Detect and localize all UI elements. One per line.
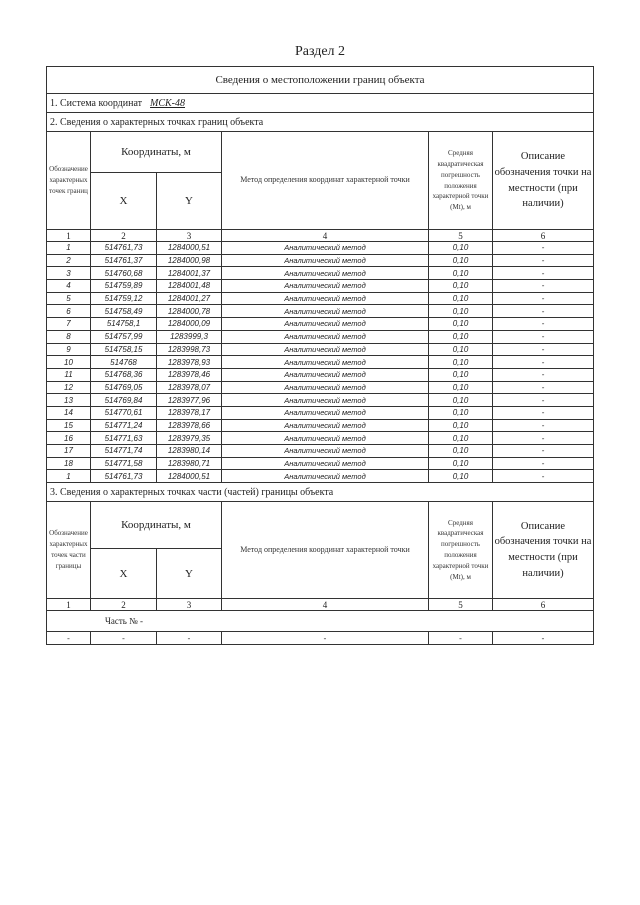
point-method: Аналитический метод	[222, 445, 429, 458]
table-row	[47, 406, 594, 419]
point-error: 0,10	[429, 368, 493, 381]
table-row	[47, 254, 594, 267]
header-method: Метод определения координат характерной точки	[222, 132, 429, 230]
point-description: -	[493, 445, 594, 458]
point-method: Аналитический метод	[222, 432, 429, 445]
point-description: -	[493, 470, 594, 483]
coord-system-label: 1. Система координат	[50, 97, 143, 109]
point-description: -	[493, 292, 594, 305]
point-method: Аналитический метод	[222, 242, 429, 255]
point-y: 1283980,71	[157, 457, 222, 470]
point-method: Аналитический метод	[222, 457, 429, 470]
point-description: -	[493, 356, 594, 369]
table-row	[47, 356, 594, 369]
part-label: Часть № -	[47, 611, 594, 632]
point-x: 514761,37	[91, 254, 157, 267]
point-y: 1283980,14	[157, 445, 222, 458]
point-method: Аналитический метод	[222, 292, 429, 305]
point-x: 514757,99	[91, 330, 157, 343]
point-y: 1284000,98	[157, 254, 222, 267]
point-x: 514759,12	[91, 292, 157, 305]
point-x: 514771,58	[91, 457, 157, 470]
point-number: 17	[47, 445, 91, 458]
point-x: 514771,74	[91, 445, 157, 458]
header-error: Средняя квадратическая погрешность положения характерной точки (Mt), м	[429, 132, 493, 230]
point-error: 0,10	[429, 406, 493, 419]
table-row	[47, 280, 594, 293]
table-row	[47, 330, 594, 343]
point-method: Аналитический метод	[222, 305, 429, 318]
column-numbers-row	[47, 230, 594, 242]
table-row	[47, 318, 594, 331]
point-method: Аналитический метод	[222, 394, 429, 407]
table-title: Сведения о местоположении границ объекта	[47, 67, 594, 94]
column-number: 1	[47, 599, 91, 611]
part-empty-row	[47, 632, 594, 645]
header-x: X	[91, 173, 157, 230]
point-error: 0,10	[429, 267, 493, 280]
empty-cell: -	[47, 632, 91, 645]
point-number: 14	[47, 406, 91, 419]
point-number: 18	[47, 457, 91, 470]
header-designation-part: Обозначение характерных точек части границы	[47, 502, 91, 599]
point-error: 0,10	[429, 432, 493, 445]
table-row	[47, 305, 594, 318]
table-row	[47, 470, 594, 483]
point-description: -	[493, 432, 594, 445]
point-x: 514768,36	[91, 368, 157, 381]
points-section-label: 2. Сведения о характерных точках границ объекта	[47, 113, 594, 132]
point-description: -	[493, 242, 594, 255]
empty-cell: -	[157, 632, 222, 645]
point-number: 16	[47, 432, 91, 445]
point-method: Аналитический метод	[222, 470, 429, 483]
point-number: 5	[47, 292, 91, 305]
point-error: 0,10	[429, 254, 493, 267]
point-error: 0,10	[429, 356, 493, 369]
section-title: Раздел 2	[294, 44, 346, 59]
table-row	[47, 292, 594, 305]
empty-cell: -	[222, 632, 429, 645]
point-description: -	[493, 318, 594, 331]
point-description: -	[493, 267, 594, 280]
point-x: 514770,61	[91, 406, 157, 419]
point-y: 1284000,78	[157, 305, 222, 318]
empty-cell: -	[91, 632, 157, 645]
empty-cell: -	[493, 632, 594, 645]
table-row	[47, 394, 594, 407]
point-description: -	[493, 368, 594, 381]
header-coordinates-part: Координаты, м	[91, 502, 222, 549]
point-method: Аналитический метод	[222, 280, 429, 293]
point-number: 12	[47, 381, 91, 394]
points-body	[47, 242, 594, 483]
point-description: -	[493, 381, 594, 394]
column-number: 1	[47, 230, 91, 242]
table-row	[47, 445, 594, 458]
point-x: 514761,73	[91, 470, 157, 483]
point-method: Аналитический метод	[222, 419, 429, 432]
point-description: -	[493, 457, 594, 470]
point-y: 1283978,46	[157, 368, 222, 381]
point-number: 1	[47, 242, 91, 255]
column-number: 3	[157, 230, 222, 242]
table-row	[47, 242, 594, 255]
point-description: -	[493, 330, 594, 343]
point-x: 514758,1	[91, 318, 157, 331]
header-coordinates: Координаты, м	[91, 132, 222, 173]
point-description: -	[493, 280, 594, 293]
point-y: 1284001,27	[157, 292, 222, 305]
header-x-part: X	[91, 549, 157, 599]
point-error: 0,10	[429, 318, 493, 331]
point-y: 1283977,96	[157, 394, 222, 407]
point-number: 4	[47, 280, 91, 293]
point-y: 1283978,17	[157, 406, 222, 419]
point-error: 0,10	[429, 305, 493, 318]
point-number: 7	[47, 318, 91, 331]
point-description: -	[493, 419, 594, 432]
header-designation: Обозначение характерных точек границ	[47, 132, 91, 230]
point-description: -	[493, 254, 594, 267]
point-description: -	[493, 406, 594, 419]
table-row	[47, 381, 594, 394]
point-method: Аналитический метод	[222, 406, 429, 419]
coord-system-row	[47, 94, 594, 113]
table-row	[47, 432, 594, 445]
point-y: 1284001,48	[157, 280, 222, 293]
point-error: 0,10	[429, 280, 493, 293]
point-number: 2	[47, 254, 91, 267]
point-method: Аналитический метод	[222, 254, 429, 267]
point-method: Аналитический метод	[222, 368, 429, 381]
point-number: 10	[47, 356, 91, 369]
table-row	[47, 267, 594, 280]
point-x: 514768	[91, 356, 157, 369]
header-description: Описание обозначения точки на местности (при наличии)	[493, 132, 594, 230]
point-y: 1283978,66	[157, 419, 222, 432]
point-number: 3	[47, 267, 91, 280]
column-number: 5	[429, 230, 493, 242]
column-numbers-row-part	[47, 599, 594, 611]
point-number: 11	[47, 368, 91, 381]
point-method: Аналитический метод	[222, 318, 429, 331]
point-y: 1283979,35	[157, 432, 222, 445]
column-number: 2	[91, 230, 157, 242]
table-row	[47, 343, 594, 356]
point-number: 1	[47, 470, 91, 483]
point-x: 514769,84	[91, 394, 157, 407]
point-number: 8	[47, 330, 91, 343]
point-y: 1283998,73	[157, 343, 222, 356]
header-error-part: Средняя квадратическая погрешность положения характерной точки (Mt), м	[429, 502, 493, 599]
point-y: 1284000,51	[157, 470, 222, 483]
point-x: 514769,05	[91, 381, 157, 394]
column-number: 6	[493, 230, 594, 242]
point-number: 15	[47, 419, 91, 432]
point-error: 0,10	[429, 470, 493, 483]
table-row	[47, 457, 594, 470]
boundary-table	[46, 66, 594, 645]
point-y: 1283999,3	[157, 330, 222, 343]
column-number: 4	[222, 230, 429, 242]
point-y: 1284001,37	[157, 267, 222, 280]
point-description: -	[493, 394, 594, 407]
point-error: 0,10	[429, 419, 493, 432]
header-y: Y	[157, 173, 222, 230]
point-number: 13	[47, 394, 91, 407]
column-number: 4	[222, 599, 429, 611]
header-y-part: Y	[157, 549, 222, 599]
point-y: 1283978,07	[157, 381, 222, 394]
header-description-part: Описание обозначения точки на местности (при наличии)	[493, 502, 594, 599]
coord-system-value: МСК-48	[150, 97, 186, 109]
point-error: 0,10	[429, 242, 493, 255]
point-error: 0,10	[429, 445, 493, 458]
point-method: Аналитический метод	[222, 381, 429, 394]
point-x: 514760,68	[91, 267, 157, 280]
point-method: Аналитический метод	[222, 267, 429, 280]
point-x: 514761,73	[91, 242, 157, 255]
point-method: Аналитический метод	[222, 343, 429, 356]
point-error: 0,10	[429, 292, 493, 305]
column-number: 6	[493, 599, 594, 611]
point-y: 1284000,09	[157, 318, 222, 331]
point-x: 514771,24	[91, 419, 157, 432]
empty-cell: -	[429, 632, 493, 645]
header-method-part: Метод определения координат характерной точки	[222, 502, 429, 599]
table-row	[47, 419, 594, 432]
point-x: 514771,63	[91, 432, 157, 445]
point-y: 1284000,51	[157, 242, 222, 255]
point-x: 514758,15	[91, 343, 157, 356]
column-number: 2	[91, 599, 157, 611]
point-method: Аналитический метод	[222, 330, 429, 343]
point-x: 514759,89	[91, 280, 157, 293]
point-error: 0,10	[429, 330, 493, 343]
point-description: -	[493, 343, 594, 356]
point-number: 9	[47, 343, 91, 356]
table-row	[47, 368, 594, 381]
point-error: 0,10	[429, 343, 493, 356]
point-number: 6	[47, 305, 91, 318]
point-error: 0,10	[429, 381, 493, 394]
point-y: 1283978,93	[157, 356, 222, 369]
point-error: 0,10	[429, 457, 493, 470]
point-method: Аналитический метод	[222, 356, 429, 369]
point-x: 514758,49	[91, 305, 157, 318]
column-number: 3	[157, 599, 222, 611]
point-description: -	[493, 305, 594, 318]
column-number: 5	[429, 599, 493, 611]
part-section-label: 3. Сведения о характерных точках части (частей) границы объекта	[47, 483, 594, 502]
point-error: 0,10	[429, 394, 493, 407]
